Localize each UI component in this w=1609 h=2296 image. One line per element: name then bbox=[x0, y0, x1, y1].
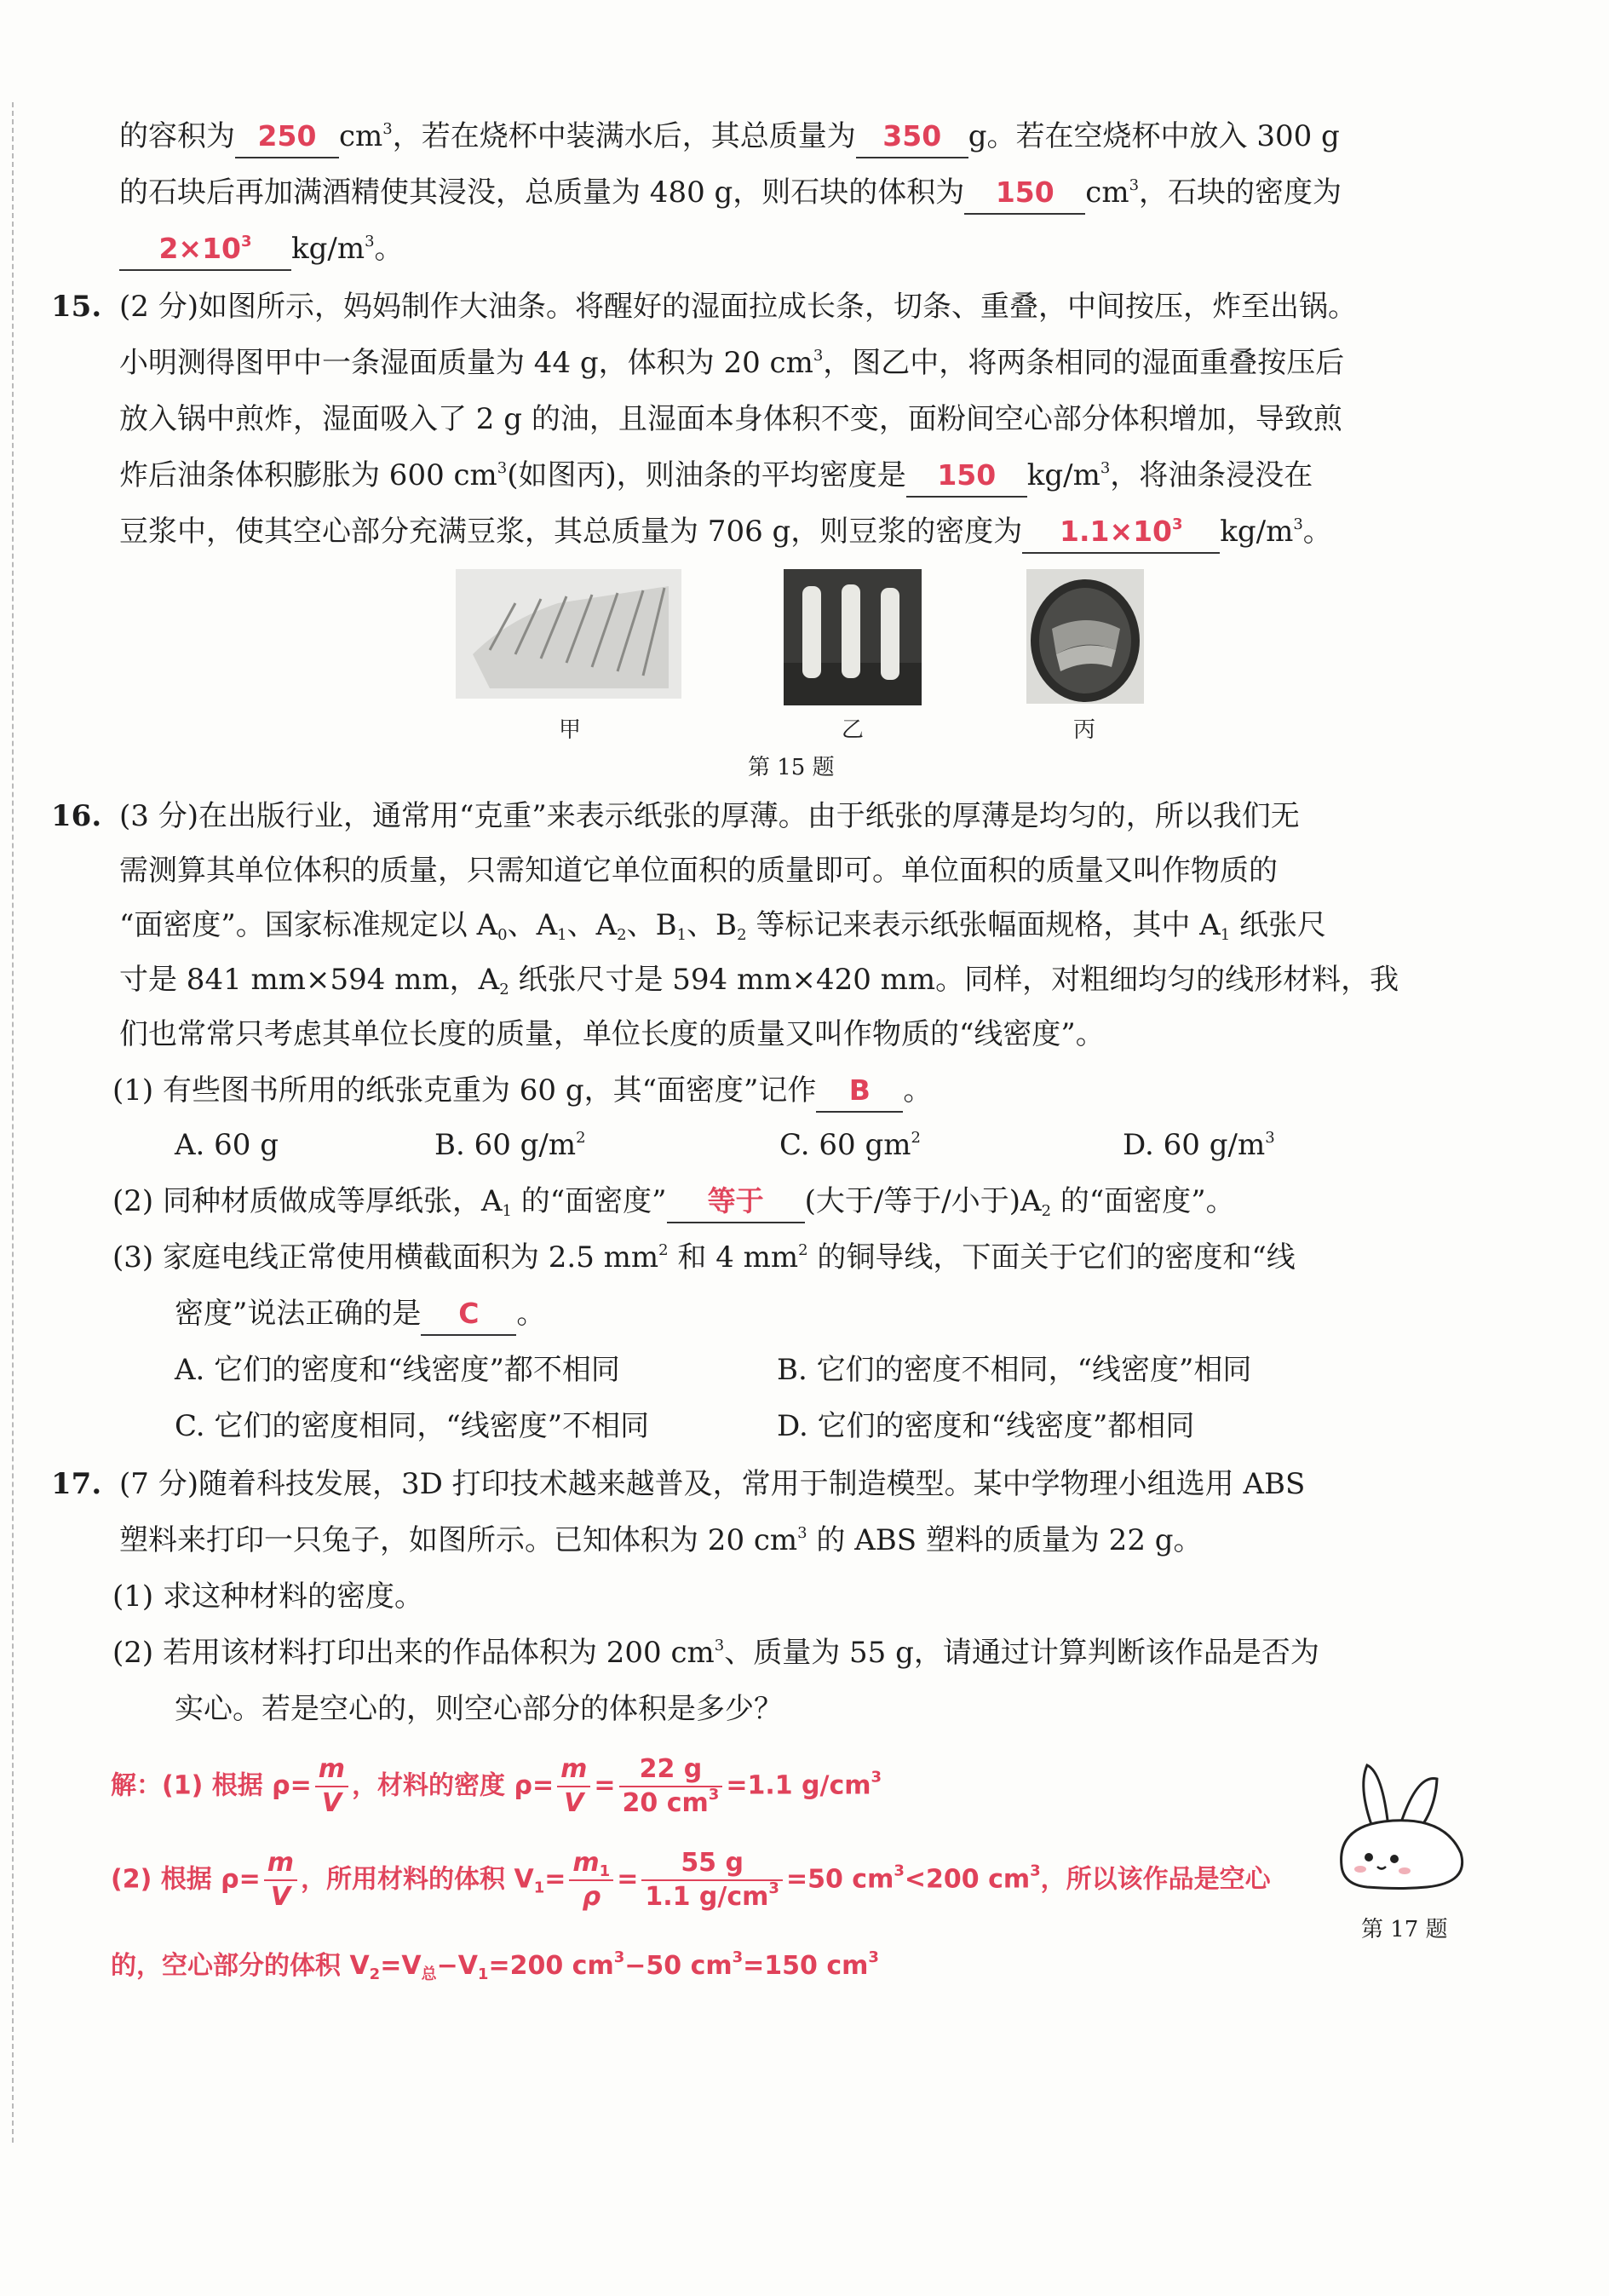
q14-line-1: 的容积为 250 $cm^3$，若在烧杯中装满水后，其总质量为 350 g。若在空烧杯中放入 300 g bbox=[119, 116, 1485, 158]
q16-line-5: 们也常常只考虑其单位长度的质量，单位长度的质量又叫作物质的“线密度”。 bbox=[119, 1017, 1105, 1051]
q16-part-3-line-2: 密度”说法正确的是 C 。 bbox=[175, 1293, 1485, 1336]
q17-solution-step-1: 解：(1) 根据 ρ= $\frac{m}{V}$ ，材料的密度 ρ= $\frac{m}{V}$ = $\frac{22 g}{20 cm^3}$ =1.1 $g/cm^3$ bbox=[111, 1754, 882, 1818]
answer-blank-q14-density[interactable]: $2\times 10^3$ bbox=[119, 228, 291, 271]
figure-yi-dough-strips bbox=[784, 569, 922, 705]
q15-line-5: 豆浆中，使其空心部分充满豆浆，其总质量为 706 g，则豆浆的密度为 $1.1\times 10^3$ $kg/m^3$。 bbox=[119, 511, 1485, 554]
q17-line-2: 塑料来打印一只兔子，如图所示。已知体积为 20 $cm^3$ 的 ABS 塑料的质量为 22 g。 bbox=[119, 1523, 1203, 1557]
figure-bing-fried-dough bbox=[1026, 569, 1144, 704]
q16-3-option-a[interactable]: A. 它们的密度和“线密度”都不相同 bbox=[175, 1353, 620, 1387]
figure-caption-15: 第 15 题 bbox=[748, 755, 835, 780]
question-number-17: 17. bbox=[51, 1467, 102, 1501]
q16-part-3: (3) 家庭电线正常使用横截面积为 2.5 $mm^2$ 和 4 $mm^2$ 的铜导线，下面关于它们的密度和“线 bbox=[112, 1240, 1296, 1275]
answer-blank-q15-soymilk-density[interactable]: $1.1\times 10^3$ bbox=[1022, 511, 1220, 554]
q14-line-2: 的石块后再加满酒精使其浸没，总质量为 480 g，则石块的体积为 150 $cm^3$，石块的密度为 bbox=[119, 172, 1485, 215]
q16-1-option-a[interactable]: A. 60 g bbox=[175, 1128, 279, 1162]
q16-line-1: (3 分)在出版行业，通常用“克重”来表示纸张的厚薄。由于纸张的厚薄是均匀的，所以我们无 bbox=[119, 799, 1300, 833]
q16-part-2: (2) 同种材质做成等厚纸张，$A_1$ 的“面密度” 等于 (大于/等于/小于)$A_2$ 的“面密度”。 bbox=[112, 1181, 1485, 1223]
q16-line-4: 寸是 841 mm×594 mm，$A_2$ 纸张尺寸是 594 mm×420 mm。同样，对粗细均匀的线形材料，我 bbox=[119, 963, 1399, 998]
answer-blank-q14-mass[interactable]: 350 bbox=[856, 116, 968, 158]
q17-solution-step-2: (2) 根据 ρ= $\frac{m}{V}$ ，所用材料的体积 $V_1=$ $\frac{m_1}{\rho}$ = $\frac{55 g}{1.1 g/cm^3}$ =50 $cm^3<200$ $cm^3$，所以该作品是空心 bbox=[111, 1848, 1271, 1912]
q16-1-option-c[interactable]: C. 60 $gm^2$ bbox=[779, 1128, 921, 1162]
q16-3-option-c[interactable]: C. 它们的密度相同，“线密度”不相同 bbox=[175, 1409, 650, 1443]
q16-line-2: 需测算其单位体积的质量，只需知道它单位面积的质量即可。单位面积的质量又叫作物质的 bbox=[119, 854, 1278, 888]
q16-part-1: (1) 有些图书所用的纸张克重为 60 g，其“面密度”记作 B 。 bbox=[112, 1070, 1485, 1113]
answer-blank-q14-volume[interactable]: 150 bbox=[964, 172, 1085, 215]
q15-line-4: 炸后油条体积膨胀为 600 $cm^3$(如图丙)，则油条的平均密度是 150 $kg/m^3$，将油条浸没在 bbox=[119, 455, 1485, 498]
q17-part-2: (2) 若用该材料打印出来的作品体积为 200 $cm^3$、质量为 55 g，请通过计算判断该作品是否为 bbox=[112, 1636, 1319, 1670]
figure-jia-cut-dough bbox=[456, 569, 681, 699]
rabbit-figure bbox=[1316, 1755, 1482, 1900]
q14-line-3: $2\times 10^3$ $kg/m^3$。 bbox=[119, 228, 1485, 271]
q17-line-1: (7 分)随着科技发展，3D 打印技术越来越普及，常用于制造模型。某中学物理小组选用 ABS bbox=[119, 1467, 1306, 1501]
answer-blank-q14-capacity[interactable]: 250 bbox=[235, 116, 339, 158]
q16-1-option-d[interactable]: D. 60 $g/m^3$ bbox=[1123, 1128, 1275, 1162]
q15-line-1: (2 分)如图所示，妈妈制作大油条。将醒好的湿面拉成长条，切条、重叠，中间按压，炸至出锅。 bbox=[119, 290, 1357, 324]
answer-blank-q16-3[interactable]: C bbox=[421, 1293, 516, 1336]
q16-3-option-d[interactable]: D. 它们的密度和“线密度”都相同 bbox=[777, 1409, 1195, 1443]
q17-part-2-line-2: 实心。若是空心的，则空心部分的体积是多少？ bbox=[175, 1692, 783, 1726]
q15-line-2: 小明测得图甲中一条湿面质量为 44 g，体积为 20 $cm^3$，图乙中，将两条相同的湿面重叠按压后 bbox=[119, 346, 1345, 380]
caption-jia: 甲 bbox=[559, 717, 582, 743]
figure-caption-17: 第 17 题 bbox=[1361, 1917, 1448, 1942]
answer-blank-q16-1[interactable]: B bbox=[816, 1070, 903, 1113]
q15-line-3: 放入锅中煎炸，湿面吸入了 2 g 的油，且湿面本身体积不变，面粉间空心部分体积增加，导致煎 bbox=[119, 402, 1342, 436]
caption-bing: 丙 bbox=[1073, 717, 1096, 743]
q16-1-option-b[interactable]: B. 60 $g/m^2$ bbox=[434, 1128, 586, 1162]
q16-line-3: “面密度”。国家标准规定以 $A_0$、$A_1$、$A_2$、$B_1$、$B_2$ 等标记来表示纸张幅面规格，其中 $A_1$ 纸张尺 bbox=[119, 908, 1326, 944]
q16-3-option-b[interactable]: B. 它们的密度不相同，“线密度”相同 bbox=[777, 1353, 1252, 1387]
question-number-15: 15. bbox=[51, 290, 102, 324]
answer-blank-q16-2[interactable]: 等于 bbox=[667, 1181, 805, 1223]
q17-part-1: (1) 求这种材料的密度。 bbox=[112, 1580, 423, 1614]
answer-blank-q15-avg-density[interactable]: 150 bbox=[906, 455, 1027, 498]
question-number-16: 16. bbox=[51, 799, 102, 833]
caption-yi: 乙 bbox=[842, 717, 865, 743]
q17-solution-step-3: 的，空心部分的体积 $V_2=V_总-V_1=200$ $cm^3-50$ $cm^3=150$ $cm^3$ bbox=[111, 1948, 879, 1983]
